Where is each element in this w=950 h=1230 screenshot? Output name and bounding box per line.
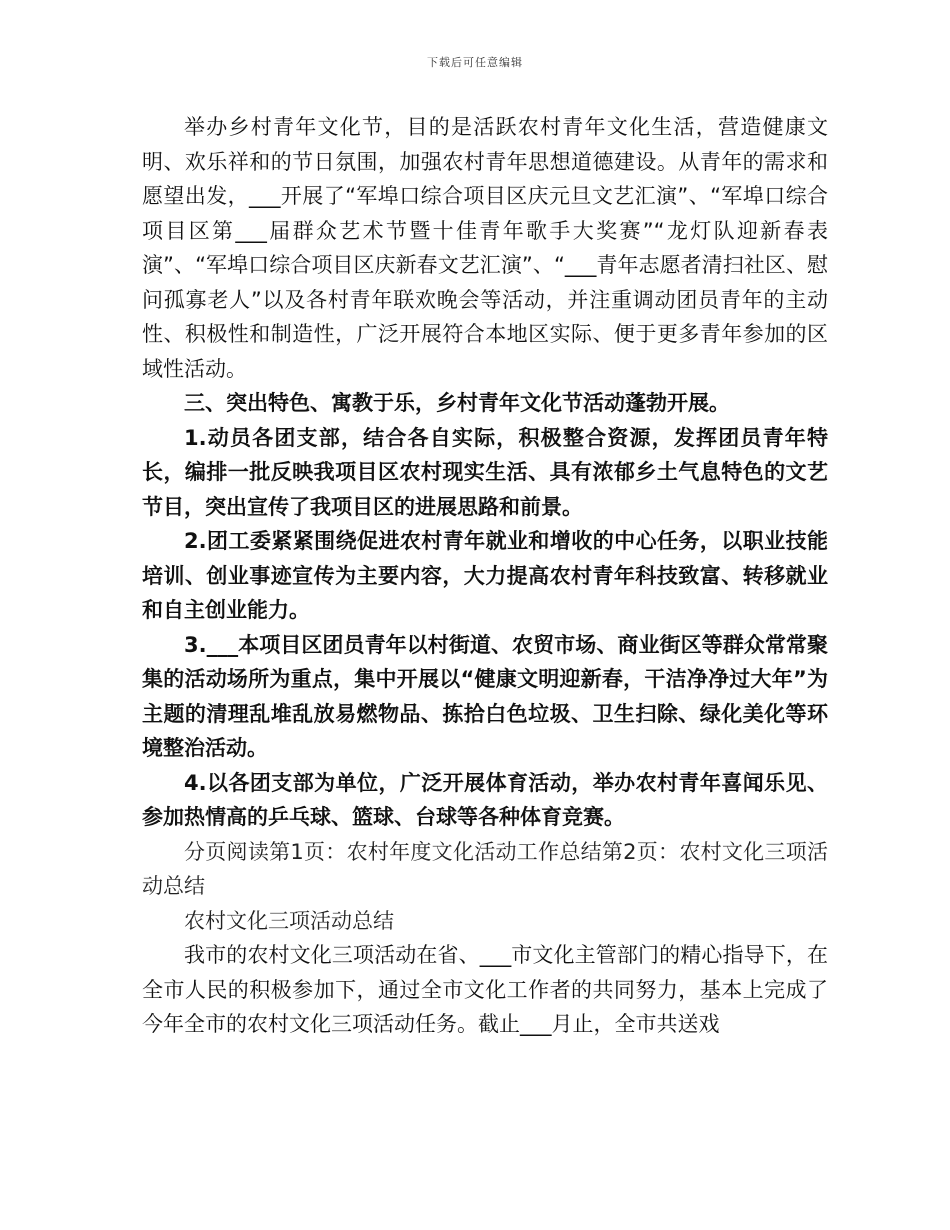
list-item-1: 1.动员各团支部，结合各自实际，积极整合资源，发挥团员青年特长，编排一批反映我项目区农村现实生活、具有浓郁乡土气息特色的文艺节目，突出宣传了我项目区的进展思路和前景。	[142, 425, 828, 519]
pagination-note: 分页阅读第1页：农村年度文化活动工作总结第2页：农村文化三项活动总结	[142, 839, 828, 898]
document-body	[142, 110, 828, 1042]
section-title-summary: 农村文化三项活动总结	[184, 908, 394, 933]
list-item-3: 3.___本项目区团员青年以村街道、农贸市场、商业街区等群众常常聚集的活动场所为重点，集中开展以“健康文明迎新春，干洁净净过大年”为主题的清理乱堆乱放易燃物品、拣拾白色垃圾、卫生扫除、绿化美化等环境整治活动。	[142, 632, 828, 760]
list-item-2: 2.团工委紧紧围绕促进农村青年就业和增收的中心任务，以职业技能培训、创业事迹宣传为主要内容，大力提高农村青年科技致富、转移就业和自主创业能力。	[142, 529, 828, 622]
paragraph-summary: 我市的农村文化三项活动在省、___市文化主管部门的精心指导下，在全市人民的积极参加下，通过全市文化工作者的共同努力，基本上完成了今年全市的农村文化三项活动任务。截止___月止，全市共送戏	[142, 943, 828, 1036]
paragraph-intro: 举办乡村青年文化节，目的是活跃农村青年文化生活，营造健康文明、欢乐祥和的节日氛围，加强农村青年思想道德建设。从青年的需求和愿望出发，___开展了“军埠口综合项目区庆元旦文艺汇演”、“军埠口综合项目区第___届群众艺术节暨十佳青年歌手大奖赛”“龙灯队迎新春表演”、“军埠口综合项目区庆新春文艺汇演”、“___青年志愿者清扫社区、慰问孤寡老人”以及各村青年联欢晚会等活动，并注重调动团员青年的主动性、积极性和制造性，广泛开展符合本地区实际、便于更多青年参加的区域性活动。	[142, 115, 828, 381]
list-item-4: 4.以各团支部为单位，广泛开展体育活动，举办农村青年喜闻乐见、参加热情高的乒乓球、篮球、台球等各种体育竞赛。	[142, 770, 828, 829]
section-heading-3: 三、突出特色、寓教于乐，乡村青年文化节活动蓬勃开展。	[184, 391, 730, 415]
page-header: 下载后可任意编辑	[427, 56, 523, 69]
